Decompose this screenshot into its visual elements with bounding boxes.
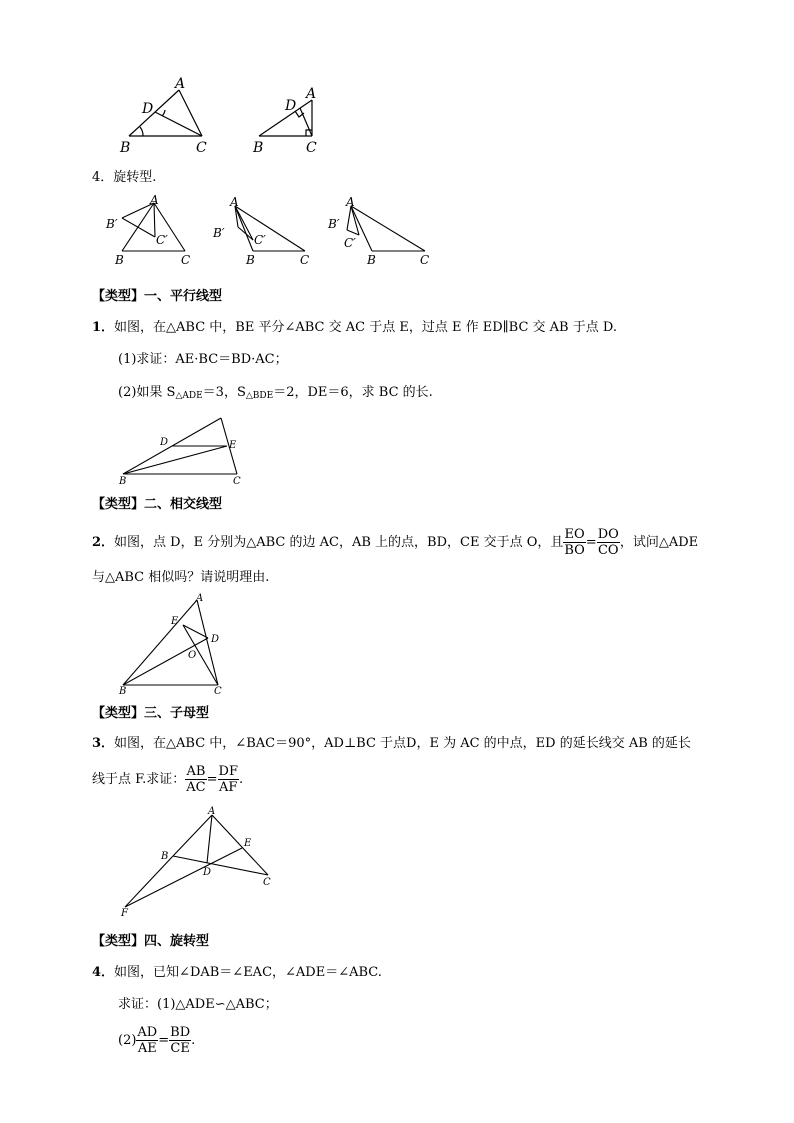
q2-number: 2． [92,535,115,550]
frac-denominator: CE [170,1041,190,1056]
label-b: B [115,253,124,267]
q1-figure [115,410,275,490]
q1-part2 [118,385,433,404]
label-d: D [160,437,169,448]
label-b-prime: B′ [213,226,225,240]
q4-fraction-bd-ce [169,1025,191,1056]
label-b: B [246,253,255,267]
label-d: D [285,98,297,114]
label-a: A [230,195,239,209]
q4-part2 [118,1024,195,1058]
label-e: E [229,440,237,451]
q4-number: 4． [92,965,115,980]
frac-denominator: AE [137,1041,157,1056]
label-o: O [188,650,197,661]
q2-fraction-do-co [597,527,620,558]
label-c: C [300,253,310,267]
label-c: C [214,686,222,697]
item4-label: 4．旋转型. [92,170,157,185]
q2-figure [115,590,245,700]
q1-sub-ade: △ADE [175,391,203,401]
label-b: B [161,851,169,862]
intro-figure-a [115,76,215,156]
q2-stem-b: ，试问△ADE [619,535,699,550]
q1-stem [92,320,617,336]
rotation-figure-1 [100,192,200,272]
q3-fraction-df-af [218,764,239,795]
q4-fraction-ad-ae [136,1025,158,1056]
label-c: C [420,253,430,267]
q2-line2: 与△ABC 相似吗？请说明理由. [92,570,270,585]
q4-part2-prefix: (2) [118,1033,137,1048]
label-a: A [150,193,159,207]
q1-stem-text: 如图，在△ABC 中，BE 平分∠ABC 交 AC 于点 E，过点 E 作 ED∥BC 交 AB 于点 D. [114,320,617,335]
label-a: A [306,86,317,102]
equals-sign: = [158,1033,170,1048]
frac-numerator: EO [564,527,585,542]
frac-numerator: BD [170,1025,191,1040]
q3-line2-text: 线于点 F.求证： [92,772,186,787]
q1-part1: (1)求证：AE·BC＝BD·AC； [118,352,288,367]
q4-stem-text: 如图，已知∠DAB＝∠EAC，∠ADE＝∠ABC. [114,965,382,980]
q3-end: . [238,772,244,787]
q3-stem [92,736,691,752]
section2-heading: 【类型】二、相交线型 [92,497,223,512]
q3-stem-text: 如图，在△ABC 中，∠BAC＝90°，AD⊥BC 于点D，E 为 AC 的中点，ED 的延长线交 AB 的延长 [114,736,691,751]
q2-stem-a: 如图，点 D，E 分别为△ABC 的边 AC，AB 上的点，BD，CE 交于点 O，且 [114,535,564,550]
label-b: B [367,253,376,267]
label-d: D [211,634,220,645]
q3-fraction-ab-ac [185,764,206,795]
label-c: C [306,140,317,156]
q2-stem [92,526,698,560]
section1-heading: 【类型】一、平行线型 [92,289,223,304]
label-b: B [120,140,131,156]
label-b: B [119,686,127,697]
label-f: F [121,908,128,919]
frac-numerator: AD [137,1025,158,1040]
label-b: B [253,140,264,156]
label-d: D [203,867,212,878]
frac-denominator: CO [597,543,619,558]
label-c: C [196,140,207,156]
label-a: A [208,806,216,817]
label-c: C [233,476,241,487]
section3-heading: 【类型】三、子母型 [92,706,210,721]
label-c-prime: C′ [344,236,356,250]
q1-part2-c: ＝2，DE＝6，求 BC 的长. [273,385,433,400]
rotation-figure-3 [325,192,435,272]
label-b-prime: B′ [106,217,118,231]
frac-denominator: AF [219,780,238,795]
equals-sign: = [585,535,597,550]
q1-part2-b: ＝3，S [202,385,246,400]
label-c: C [181,253,191,267]
frac-denominator: BO [564,543,585,558]
label-b-prime: B′ [328,217,340,231]
label-a: A [175,76,186,92]
q1-part2-a: (2)如果 S [118,385,176,400]
q1-sub-bde: △BDE [245,391,274,401]
equals-sign: = [206,772,218,787]
frac-denominator: AC [186,780,206,795]
q4-end: . [191,1033,196,1048]
intro-figure-b [245,76,345,156]
q2-fraction-eo-bo [563,527,585,558]
q4-part1: 求证：(1)△ADE∽△ABC； [118,997,278,1012]
q3-figure [115,803,285,923]
section4-heading: 【类型】四、旋转型 [92,934,210,949]
frac-numerator: DO [597,527,619,542]
q4-stem [92,965,382,981]
label-e: E [171,616,179,627]
label-a: A [196,593,204,604]
label-a: A [346,195,355,209]
label-b: B [119,476,127,487]
label-c-prime: C′ [254,233,266,247]
q1-number: 1． [92,320,115,335]
label-d: D [142,101,154,117]
label-c: C [263,877,271,888]
frac-numerator: AB [186,764,206,779]
label-e: E [244,838,252,849]
q3-line2 [92,763,243,797]
q3-number: 3． [92,736,115,751]
rotation-figure-2 [208,192,318,272]
label-c-prime: C′ [156,233,168,247]
frac-numerator: DF [218,764,238,779]
